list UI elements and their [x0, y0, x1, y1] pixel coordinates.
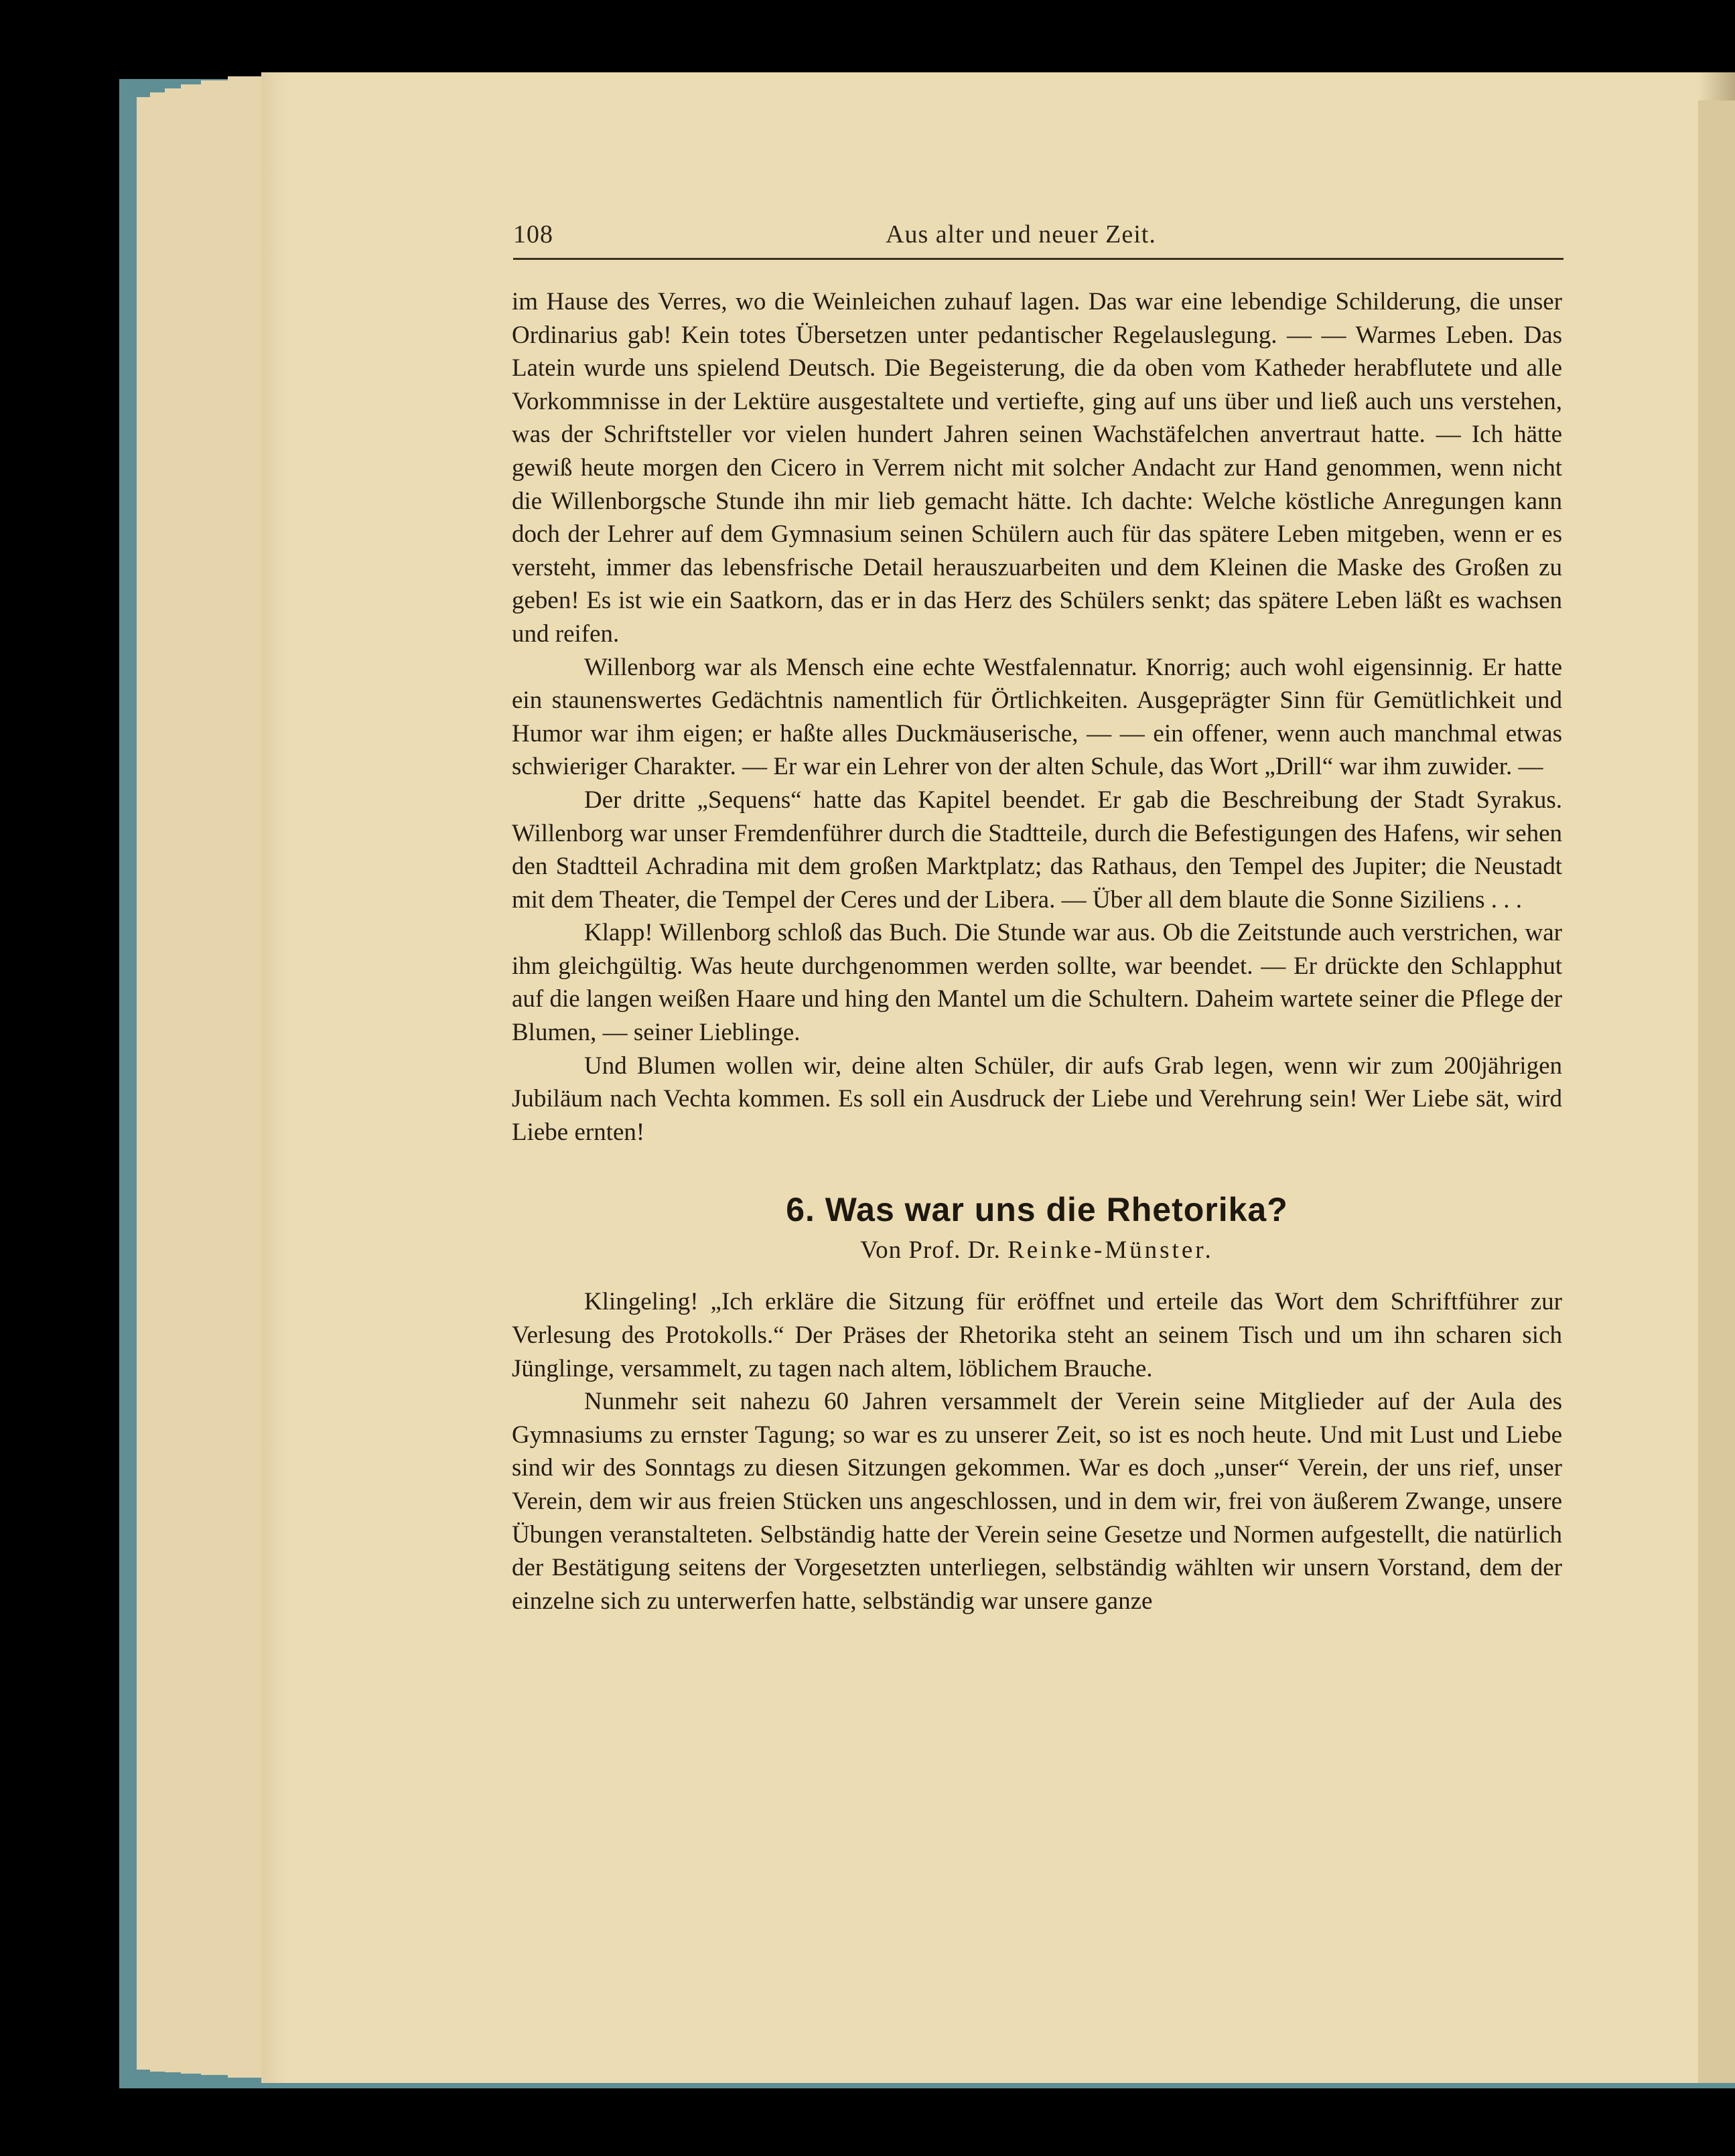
running-head: [513, 213, 1564, 260]
paragraph: im Hause des Verres, wo die Weinleichen zuhauf lagen. Das war eine lebendige Schilderung, die unser Ordinarius gab! Kein totes Übersetzen unter pedantischer Regelauslegung. — — Warmes Leben. Das Latein wurde uns spielend Deutsch. Die Begeisterung, die da oben vom Katheder herabflutete und alle Vorkommnisse in der Lektüre ausgestaltete und vertiefte, ging auf uns über und ließ auch uns verstehen, was der Schriftsteller vor vielen hundert Jahren seinen Wachstäfelchen anvertraut hatte. — Ich hätte gewiß heute morgen den Cicero in Verrem nicht mit solcher Andacht zur Hand genommen, wenn nicht die Willenborgsche Stunde ihn mir lieb gemacht hätte. Ich dachte: Welche köstliche Anregungen kann doch der Lehrer auf dem Gymnasium seinen Schülern auch für das spätere Leben mitgeben, wenn er es versteht, immer das lebensfrische Detail herauszuarbeiten und dem Kleinen die Maske des Großen zu geben! Es ist wie ein Saatkorn, das er in das Herz des Schülers senkt; das spätere Leben läßt es wachsen und reifen.: [512, 288, 1562, 648]
paragraph: Der dritte „Sequens“ hatte das Kapitel beendet. Er gab die Beschreibung der Stadt Syrakus. Willenborg war unser Fremdenführer durch die Stadtteile, durch die Befestigungen des Hafens, wir sehen den Stadtteil Achradina mit dem großen Marktplatz; das Rathaus, den Tempel des Jupiter; die Neustadt mit dem Theater, die Tempel der Ceres und der Libera. — Über all dem blaute die Sonne Siziliens . . .: [512, 786, 1562, 914]
paragraph: Und Blumen wollen wir, deine alten Schüler, dir aufs Grab legen, wenn wir zum 200jährigen Jubiläum nach Vechta kommen. Es soll ein Ausdruck der Liebe und Verehrung sein! Wer Liebe sät, wird Liebe ernten!: [512, 1052, 1562, 1146]
running-title: Aus alter und neuer Zeit.: [886, 220, 1156, 248]
byline: [512, 1234, 1562, 1267]
section-heading: 6. Was war uns die Rhetorika?: [786, 1191, 1288, 1229]
byline-prefix: Von Prof. Dr.: [860, 1236, 1008, 1265]
paragraph: Nunmehr seit nahezu 60 Jahren versammelt der Verein seine Mitglieder auf der Aula des Gymnasiums zu ernster Tagung; so war es zu unserer Zeit, so ist es noch heute. Und mit Lust und Liebe sind wir des Sonntags zu diesen Sitzungen gekommen. War es doch „unser“ Verein, der uns rief, unser Verein, dem wir aus freien Stücken uns angeschlossen, und in dem wir, frei von äußerem Zwange, unsere Übungen veranstalteten. Selbständig hatte der Verein seine Gesetze und Normen aufgestellt, die natürlich der Bestätigung seitens der Vorgesetzten unterliegen, selbständig wählten wir unsern Vorstand, dem der einzelne sich zu unterwerfen hatte, selbständig war unsere ganze: [512, 1388, 1562, 1615]
paragraph: Klingeling! „Ich erkläre die Sitzung für eröffnet und erteile das Wort dem Schriftführer zur Verlesung des Protokolls.“ Der Präses der Rhetorika steht an seinem Tisch und um ihn scharen sich Jünglinge, versammelt, zu tagen nach altem, löblichem Brauche.: [512, 1288, 1562, 1382]
page-number: 108: [513, 220, 553, 248]
paragraph: Klapp! Willenborg schloß das Buch. Die Stunde war aus. Ob die Zeitstunde auch verstrichen, war ihm gleichgültig. Was heute durchgenommen werden sollte, war beendet. — Er drückte den Schlapphut auf die langen weißen Haare und hing den Mantel um die Schultern. Daheim wartete seiner die Pflege der Blumen, — seiner Lieblinge.: [512, 919, 1562, 1047]
text-block: [512, 285, 1562, 1618]
page-gutter-shadow: [1698, 100, 1735, 2083]
header-rule: [513, 258, 1564, 260]
byline-author: Reinke-Münster.: [1008, 1236, 1214, 1265]
paragraph: Willenborg war als Mensch eine echte Westfalennatur. Knorrig; auch wohl eigensinnig. Er hatte ein staunenswertes Gedächtnis namentlich für Örtlichkeiten. Ausgeprägter Sinn für Gemütlichkeit und Humor war ihm eigen; er haßte alles Duckmäuserische, — — ein offener, wenn auch manchmal etwas schwieriger Charakter. — Er war ein Lehrer von der alten Schule, das Wort „Drill“ war ihm zuwider. —: [512, 653, 1562, 781]
